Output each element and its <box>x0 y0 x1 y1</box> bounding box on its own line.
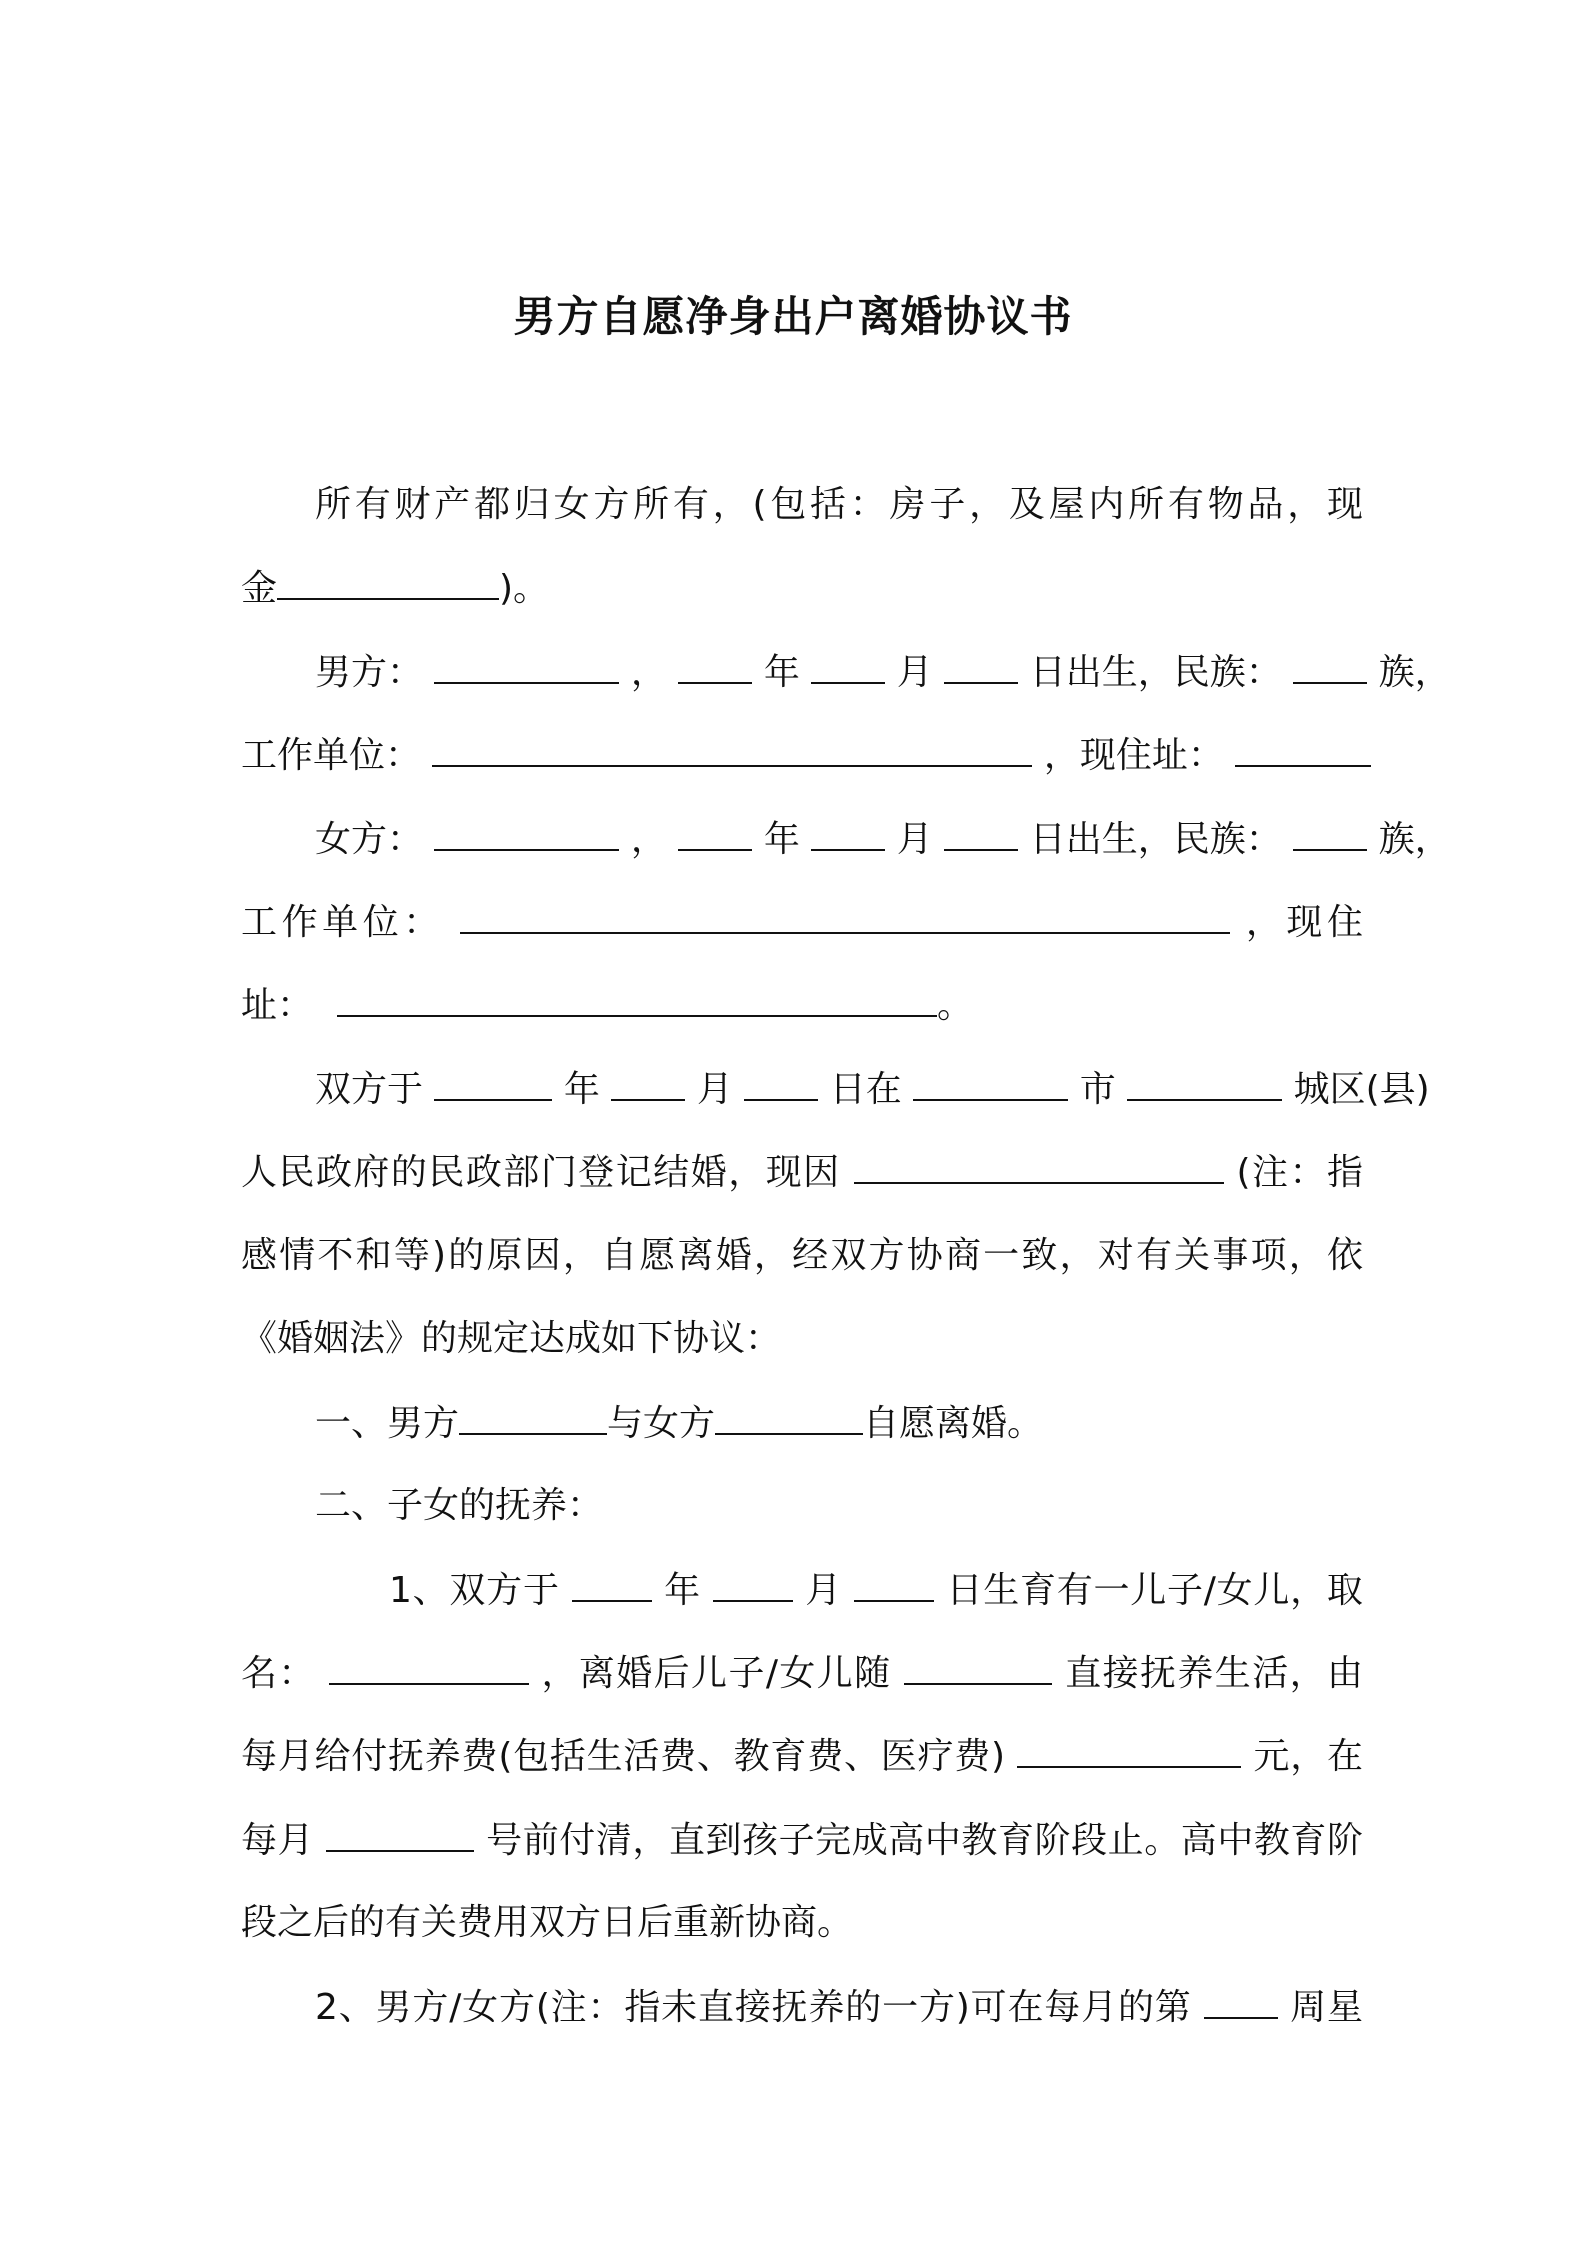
woman-birth-month-blank[interactable] <box>811 809 885 851</box>
monthly-label: 每月 <box>241 1820 315 1861</box>
child-birth-year-blank[interactable] <box>572 1560 652 1602</box>
visitation-text: 2、男方/女方(注：指未直接抚养的一方)可在每月的第 <box>315 1987 1192 2028</box>
year-label: 年 <box>763 819 800 860</box>
ethnicity-suffix: 族， <box>1378 652 1451 693</box>
item-1-man-blank[interactable] <box>459 1393 607 1435</box>
custody-text: ，离婚后儿子/女儿随 <box>541 1653 892 1694</box>
woman-name-blank[interactable] <box>434 809 619 851</box>
item-1-line <box>241 1393 1363 1453</box>
visitation-line <box>241 1977 1363 2037</box>
woman-birth-day-blank[interactable] <box>944 809 1018 851</box>
woman-work-line <box>241 892 1363 952</box>
year-label: 年 <box>664 1570 701 1611</box>
address-label-cont: 址： <box>241 985 314 1026</box>
man-ethnicity-blank[interactable] <box>1293 642 1367 684</box>
year-label: 年 <box>563 1069 600 1110</box>
child-name-label: 名： <box>241 1653 316 1694</box>
man-info-line <box>241 642 1451 702</box>
child-name-blank[interactable] <box>329 1643 529 1685</box>
woman-address-line <box>241 975 1363 1035</box>
registration-text: 人民政府的民政部门登记结婚，现因 <box>241 1152 841 1193</box>
ethnicity-suffix: 族， <box>1378 819 1451 860</box>
woman-info-line <box>241 809 1451 869</box>
woman-birth-year-blank[interactable] <box>678 809 752 851</box>
woman-address-blank[interactable] <box>337 975 937 1017</box>
item-1-woman-label: 与女方 <box>607 1403 716 1444</box>
support-fee-blank[interactable] <box>1017 1726 1241 1768</box>
marriage-year-blank[interactable] <box>434 1059 552 1101</box>
payment-terms-text: 号前付清，直到孩子完成高中教育阶段止。高中教育阶 <box>486 1820 1363 1861</box>
item-1-woman-blank[interactable] <box>715 1393 863 1435</box>
document-title: 男方自愿净身出户离婚协议书 <box>513 292 1073 341</box>
child-clause-line-2 <box>241 1643 1363 1703</box>
both-parties-label: 双方于 <box>315 1069 424 1110</box>
woman-label: 女方： <box>315 819 424 860</box>
marriage-day-blank[interactable] <box>744 1059 818 1101</box>
custodian-blank[interactable] <box>904 1643 1052 1685</box>
registration-text: 感情不和等)的原因，自愿离婚，经双方协商一致，对有关事项，依 <box>241 1235 1363 1276</box>
marriage-registration-line-4 <box>241 1309 1363 1369</box>
note-text: (注：指 <box>1236 1152 1363 1193</box>
property-clause-line-1 <box>241 475 1363 535</box>
comma: ， <box>630 819 667 860</box>
child-clause-line-4 <box>241 1810 1363 1870</box>
man-label: 男方： <box>315 652 424 693</box>
marriage-registration-line-2 <box>241 1142 1363 1202</box>
man-birth-year-blank[interactable] <box>678 642 752 684</box>
man-work-unit-blank[interactable] <box>432 725 1032 767</box>
child-custody-heading: 二、子女的抚养： <box>315 1485 604 1526</box>
month-label: 月 <box>805 1570 843 1611</box>
year-label: 年 <box>763 652 800 693</box>
property-clause-line-2 <box>241 558 1363 618</box>
marriage-month-blank[interactable] <box>611 1059 685 1101</box>
child-text: 日生育有一儿子/女儿，取 <box>946 1570 1363 1611</box>
man-birth-month-blank[interactable] <box>811 642 885 684</box>
marriage-registration-line-3 <box>241 1226 1363 1286</box>
man-name-blank[interactable] <box>434 642 619 684</box>
month-label: 月 <box>896 652 933 693</box>
support-fee-text: 每月给付抚养费(包括生活费、教育费、医疗费) <box>241 1736 1006 1777</box>
visitation-week-blank[interactable] <box>1204 1977 1278 2019</box>
city-blank[interactable] <box>913 1059 1068 1101</box>
item-1-end: 自愿离婚。 <box>863 1403 1044 1444</box>
yuan-label: 元，在 <box>1253 1736 1363 1777</box>
month-label: 月 <box>696 1069 733 1110</box>
child-birth-day-blank[interactable] <box>854 1560 934 1602</box>
child-birth-month-blank[interactable] <box>713 1560 793 1602</box>
month-label: 月 <box>896 819 933 860</box>
registration-text: 《婚姻法》的规定达成如下协议： <box>241 1318 782 1359</box>
child-clause-line-5 <box>241 1893 1363 1953</box>
marriage-registration-line-1 <box>241 1059 1430 1119</box>
district-label: 城区(县) <box>1293 1069 1430 1110</box>
divorce-reason-blank[interactable] <box>854 1142 1224 1184</box>
child-clause-line-3 <box>241 1726 1363 1786</box>
woman-work-unit-blank[interactable] <box>460 892 1230 934</box>
period: 。 <box>937 985 974 1026</box>
payment-day-blank[interactable] <box>326 1810 474 1852</box>
item-2-heading <box>241 1476 1363 1536</box>
city-label: 市 <box>1079 1069 1116 1110</box>
address-label: ，现住 <box>1245 902 1363 943</box>
comma: ， <box>630 652 667 693</box>
child-clause-line-1 <box>241 1560 1363 1620</box>
address-label: ，现住址： <box>1043 735 1224 776</box>
work-unit-label: 工作单位： <box>241 735 422 776</box>
work-unit-label: 工作单位： <box>241 902 444 943</box>
birth-ethnicity-label: 日出生，民族： <box>1029 819 1282 860</box>
property-clause-text: 所有财产都归女方所有，(包括：房子，及屋内所有物品，现 <box>315 484 1363 525</box>
woman-ethnicity-blank[interactable] <box>1293 809 1367 851</box>
cash-amount-blank[interactable] <box>277 558 499 600</box>
man-birth-day-blank[interactable] <box>944 642 1018 684</box>
man-work-line <box>241 725 1363 785</box>
birth-ethnicity-label: 日出生，民族： <box>1029 652 1282 693</box>
child-birth-label: 1、双方于 <box>389 1570 560 1611</box>
day-at-label: 日在 <box>829 1069 902 1110</box>
item-1-man-label: 一、男方 <box>315 1403 460 1444</box>
man-address-blank[interactable] <box>1235 725 1371 767</box>
district-blank[interactable] <box>1127 1059 1282 1101</box>
visitation-text-end: 周星 <box>1290 1987 1363 2028</box>
cash-label: 金 <box>241 568 278 609</box>
custody-text-end: 直接抚养生活，由 <box>1065 1653 1363 1694</box>
property-clause-end: )。 <box>499 568 550 609</box>
payment-terms-end: 段之后的有关费用双方日后重新协商。 <box>241 1902 854 1943</box>
